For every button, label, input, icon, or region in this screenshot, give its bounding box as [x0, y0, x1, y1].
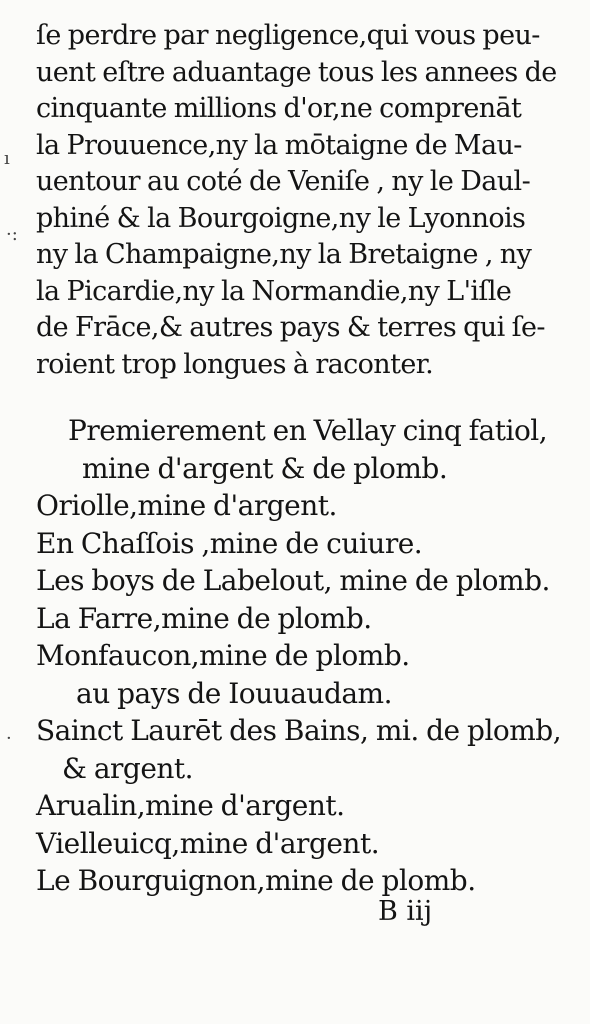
signature-mark: B iij — [378, 896, 433, 927]
margin-mark: ·: — [6, 224, 18, 245]
list-item: Arualin,mine d'argent. — [36, 789, 345, 822]
list-item-continuation: au pays de Iouuaudam. — [76, 676, 393, 710]
list-item: Premierement en Vellay cinq fatiol, — [68, 414, 548, 447]
margin-mark: · — [6, 728, 12, 749]
prose-line: la Picardie,ny la Normandie,ny L'iſle — [36, 275, 512, 307]
prose-line: cinquante millions d'or,ne comprenāt — [36, 93, 522, 124]
list-item: Le Bourguignon,mine de plomb. — [36, 864, 476, 897]
mines-list — [36, 412, 562, 900]
list-item-continuation: & argent. — [62, 751, 194, 785]
prose-line: phiné & la Bourgoigne,ny le Lyonnois — [36, 202, 526, 234]
prose-line: ny la Champaigne,ny la Bretaigne , ny — [36, 239, 532, 270]
list-item: Sainct Laurēt des Bains, mi. de plomb, — [36, 714, 562, 747]
prose-line: uent eſtre aduantage tous les annees de — [36, 56, 557, 88]
prose-line: uentour au coté de Veniſe , ny le Daul- — [36, 166, 531, 197]
list-item: En Chaſſois ,mine de cuiure. — [36, 526, 423, 560]
list-item: Les boys de Labelout, mine de plomb. — [36, 564, 550, 597]
list-item: Oriolle,mine d'argent. — [36, 489, 337, 522]
list-item: Monfaucon,mine de plomb. — [36, 639, 410, 672]
list-item: Vielleuicq,mine d'argent. — [36, 826, 380, 860]
prose-line: de Frāce,& autres pays & terres qui ſe- — [36, 312, 545, 343]
prose-line: ſe perdre par negligence,qui vous peu- — [36, 20, 540, 51]
list-item-continuation: mine d'argent & de plomb. — [82, 451, 448, 485]
prose-paragraph — [36, 18, 557, 383]
prose-line: la Prouuence,ny la mōtaigne de Mau- — [36, 129, 522, 161]
list-item: La Farre,mine de plomb. — [36, 601, 372, 635]
margin-mark: ı — [4, 148, 10, 169]
prose-line: roient trop longues à raconter. — [36, 348, 434, 380]
